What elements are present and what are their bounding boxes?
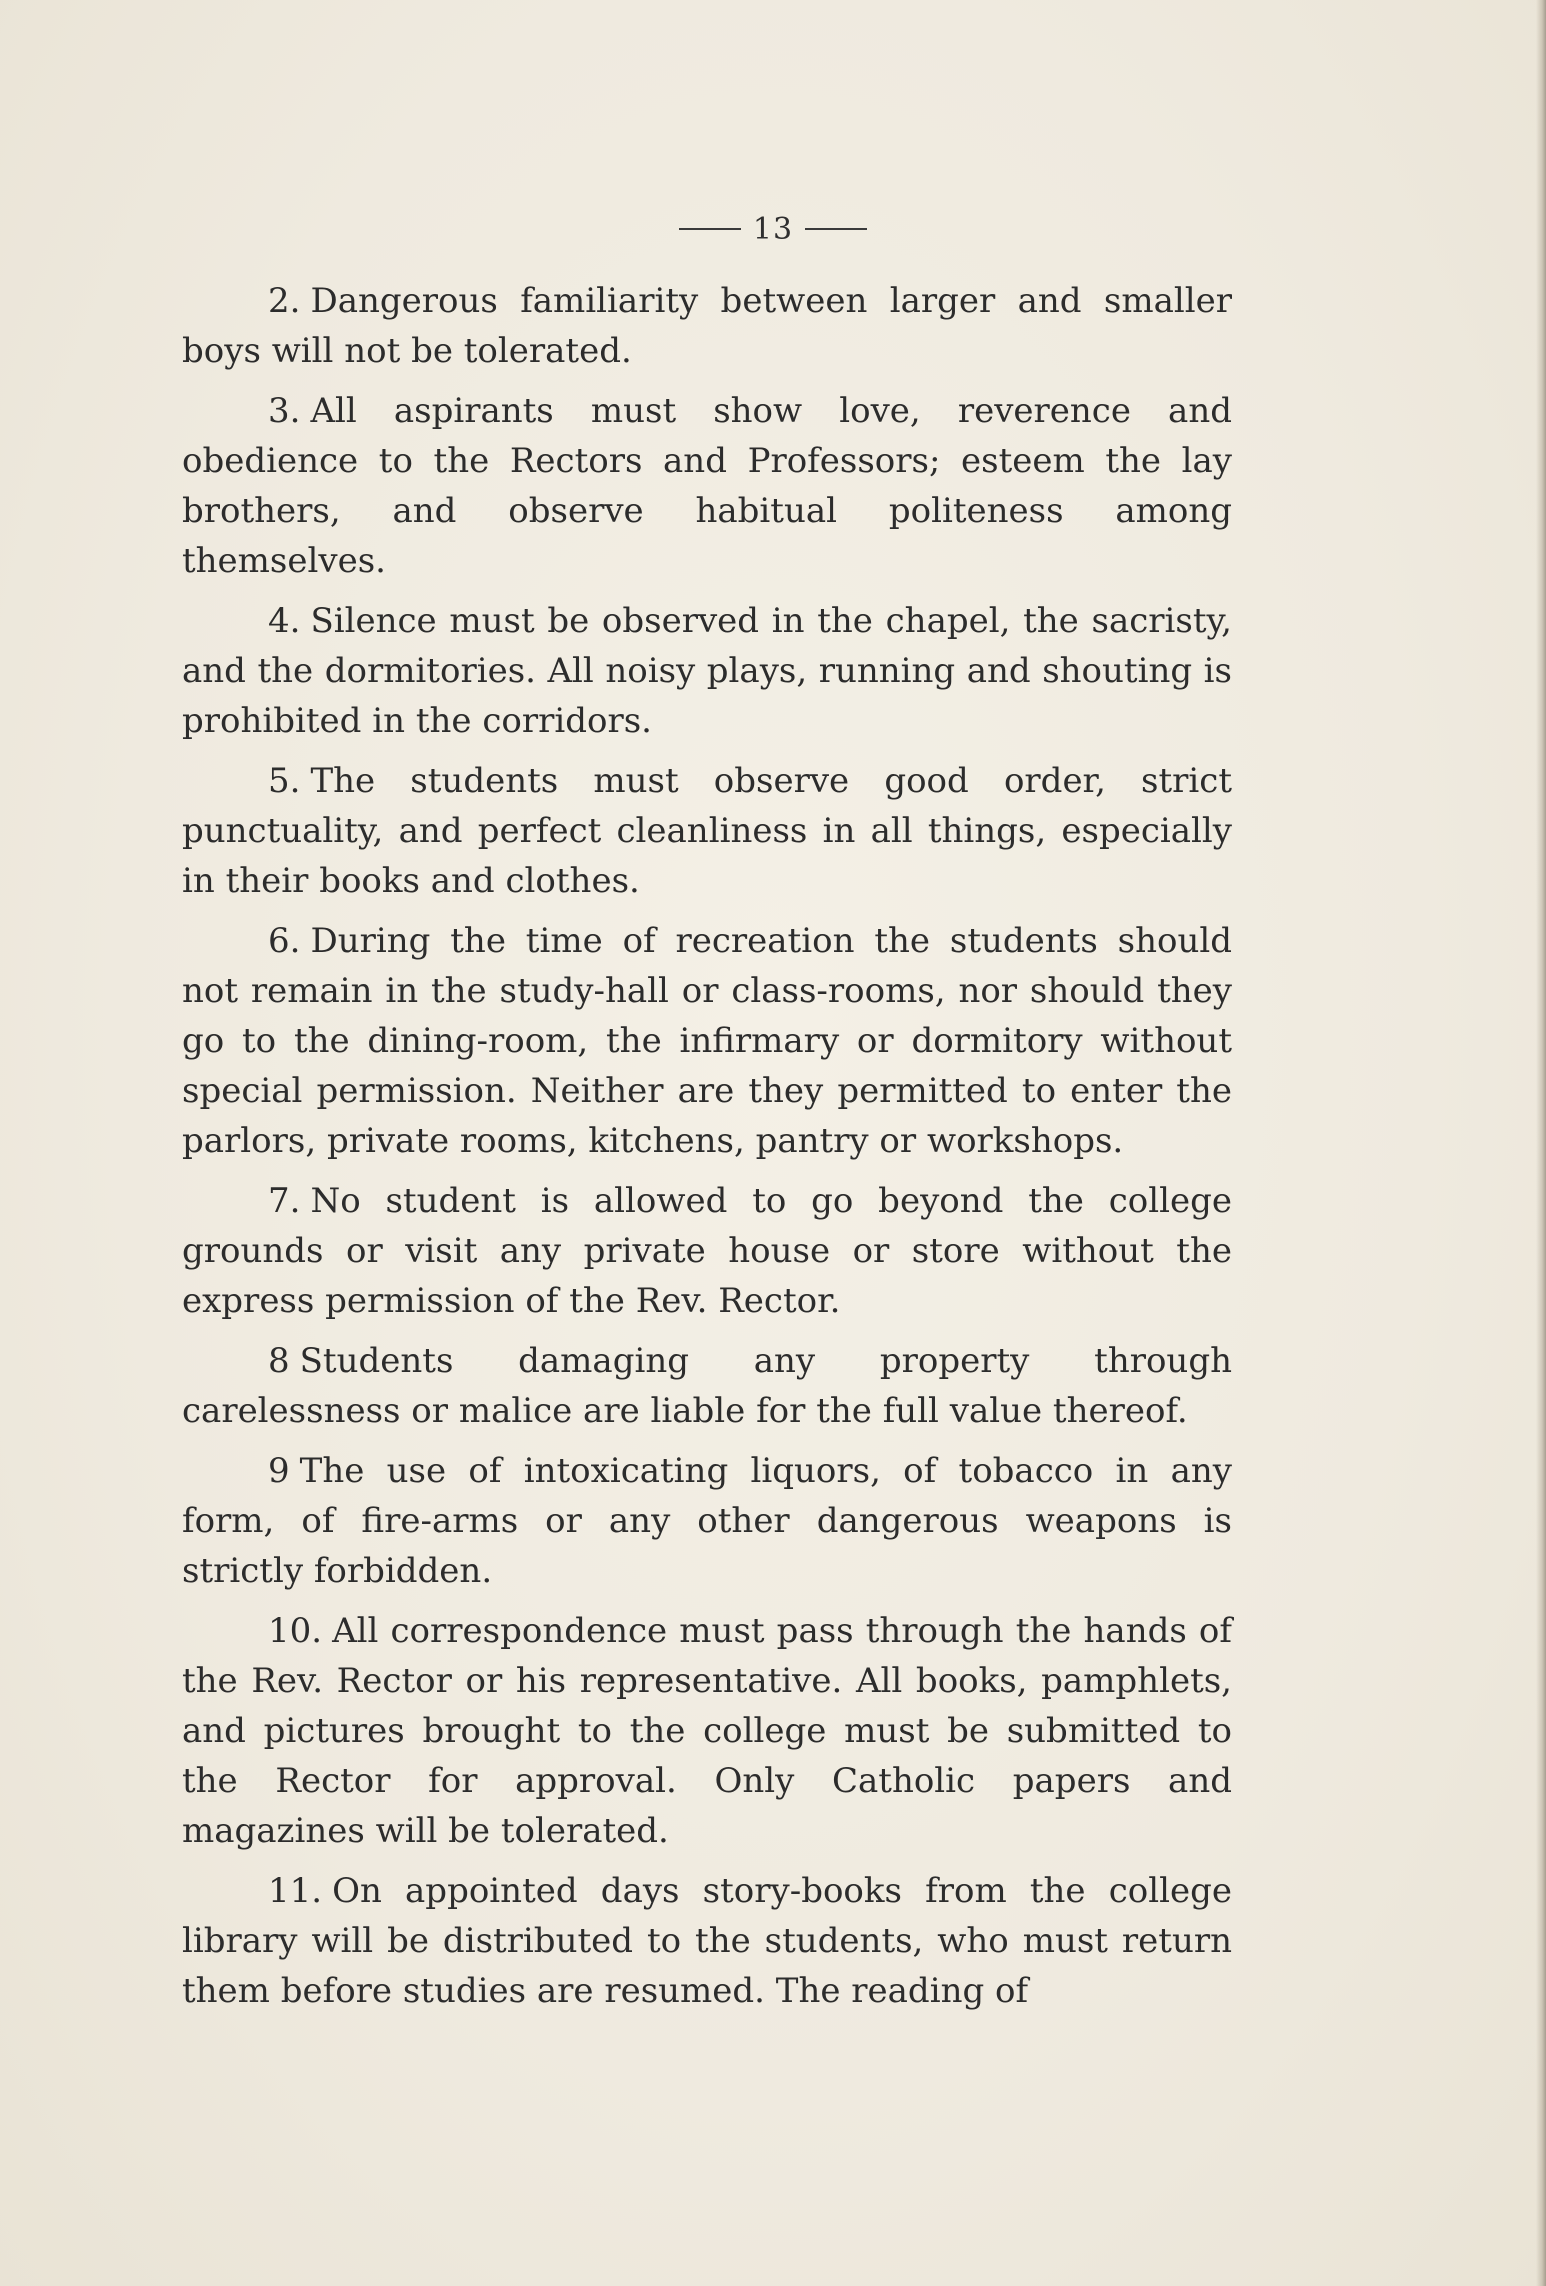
rule-number: 6. <box>268 921 301 961</box>
rule-text: All correspondence must pass through the hands of the Rev. Rector or his representative. All books, pamphlets, and pictures brought to the college must be submitted to the Rector for approval. Only Catholic papers and magazines will be tolerated. <box>182 1611 1232 1851</box>
rule-paragraph <box>182 596 1232 746</box>
rule-text: The students must observe good order, strict punctuality, and perfect cleanliness in all things, especially in their books and clothes. <box>182 761 1232 901</box>
rule-number: 10. <box>268 1611 323 1651</box>
rule-text: Silence must be observed in the chapel, the sacristy, and the dormitories. All noisy plays, running and shouting is prohibited in the corridors. <box>182 601 1232 741</box>
rule-text: All aspirants must show love, reverence and obedience to the Rectors and Professors; esteem the lay brothers, and observe habitual politeness among themselves. <box>182 391 1232 581</box>
rule-number: 3. <box>268 391 301 431</box>
page-edge-shadow <box>1536 0 1546 2286</box>
rule-number: 2. <box>268 281 301 321</box>
rule-paragraph <box>182 276 1232 376</box>
rule-paragraph <box>182 756 1232 906</box>
rule-text: On appointed days story-books from the college library will be distributed to the students, who must return them before studies are resumed. The reading of <box>182 1871 1232 2011</box>
rule-number: 4. <box>268 601 301 641</box>
rule-paragraph <box>182 1866 1232 2016</box>
rule-number: 9 <box>268 1451 290 1491</box>
page-number-rule-right <box>805 228 867 230</box>
page-number-rule-left <box>679 228 741 230</box>
rule-number: 7. <box>268 1181 301 1221</box>
rule-text: Dangerous familiarity between larger and smaller boys will not be tolerated. <box>182 281 1232 371</box>
page-number: 13 <box>752 212 794 247</box>
rule-text: Students damaging any property through carelessness or malice are liable for the full value thereof. <box>182 1341 1232 1431</box>
rule-number: 11. <box>268 1871 323 1911</box>
rule-paragraph <box>182 1336 1232 1436</box>
rule-paragraph <box>182 1446 1232 1596</box>
rule-paragraph <box>182 916 1232 1166</box>
rule-paragraph <box>182 1606 1232 1856</box>
page-number-header <box>0 212 1546 247</box>
rule-paragraph <box>182 1176 1232 1326</box>
rule-number: 8 <box>268 1341 290 1381</box>
rule-text: During the time of recreation the students should not remain in the study-hall or class-rooms, nor should they go to the dining-room, the infirmary or dormitory without special permission. Neither are they permitted to enter the parlors, private rooms, kitchens, pantry or workshops. <box>182 921 1232 1161</box>
rule-text: No student is allowed to go beyond the college grounds or visit any private house or store without the express permission of the Rev. Rector. <box>182 1181 1232 1321</box>
rule-paragraph <box>182 386 1232 586</box>
rule-text: The use of intoxicating liquors, of tobacco in any form, of fire-arms or any other dangerous weapons is strictly forbidden. <box>182 1451 1232 1591</box>
rules-text <box>182 276 1232 2026</box>
rule-number: 5. <box>268 761 301 801</box>
